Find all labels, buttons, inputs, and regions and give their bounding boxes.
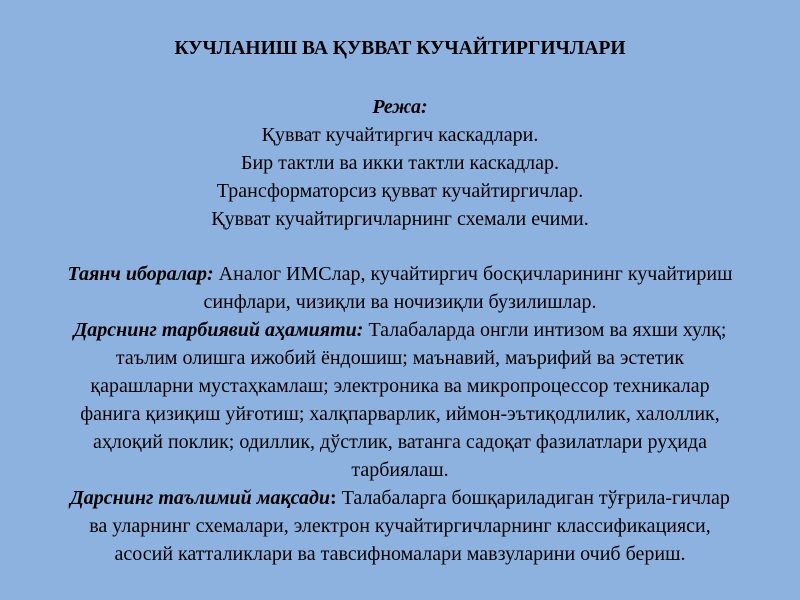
educational-value-line: фанига қизиқиш уйғотиш; халқпарварлик, иймон-эътиқодлилик, халоллик, [80,403,720,425]
keywords-label: Таянч иборалар: [67,263,214,285]
plan-item: Бир тактли ва икки тактли каскадлар. [240,152,560,174]
slide-title: КУЧЛАНИШ ВА ҚУВВАТ КУЧАЙТИРГИЧЛАРИ [174,38,626,59]
learning-goal-label: Дарснинг таълимий мақсади [70,487,331,509]
plan-item: Қувват кучайтиргич каскадлари. [261,124,539,146]
plan-item: Трансформаторсиз қувват кучайтиргичлар. [216,180,584,202]
keywords-line: синфлари, чизиқли ва ночизиқли бузилишлар. [203,291,597,313]
educational-value-label: Дарснинг тарбиявий аҳамияти: [73,319,364,341]
plan-item: Қувват кучайтиргичларнинг схемали ечими. [211,208,589,230]
keywords-text: Аналог ИМСлар, кучайтиргич босқичларининг кучайтириш [213,263,733,285]
keywords-line [0,260,800,288]
plan-heading: Режа: [372,96,428,118]
educational-value-line: қарашларни мустаҳкамлаш; электроника ва микропроцессор техникалар [90,375,710,397]
educational-value-line: аҳлоқий поклик; одиллик, дўстлик, ватанга садоқат фазилатлари руҳида [93,431,707,453]
educational-value-line: таълим олишга ижобий ёндошиш; маънавий, маърифий ва эстетик [115,347,685,369]
educational-value-text: Талабаларда онгли интизом ва яхши хулқ; [363,319,727,341]
educational-value-line: тарбиялаш. [351,459,449,481]
learning-goal-colon: : [330,487,337,509]
body-section [0,260,800,568]
learning-goal-line: асосий катталиклари ва тавсифномалари мавзуларини очиб бериш. [114,543,686,565]
learning-goal-text: Талабаларга бошқариладиган тўғрила-гичлар [336,487,730,509]
learning-goal-line [0,484,800,512]
learning-goal-line: ва уларнинг схемалари, электрон кучайтиргичларнинг классификацияси, [89,515,711,537]
educational-value-line [0,316,800,344]
plan-section [0,93,800,233]
